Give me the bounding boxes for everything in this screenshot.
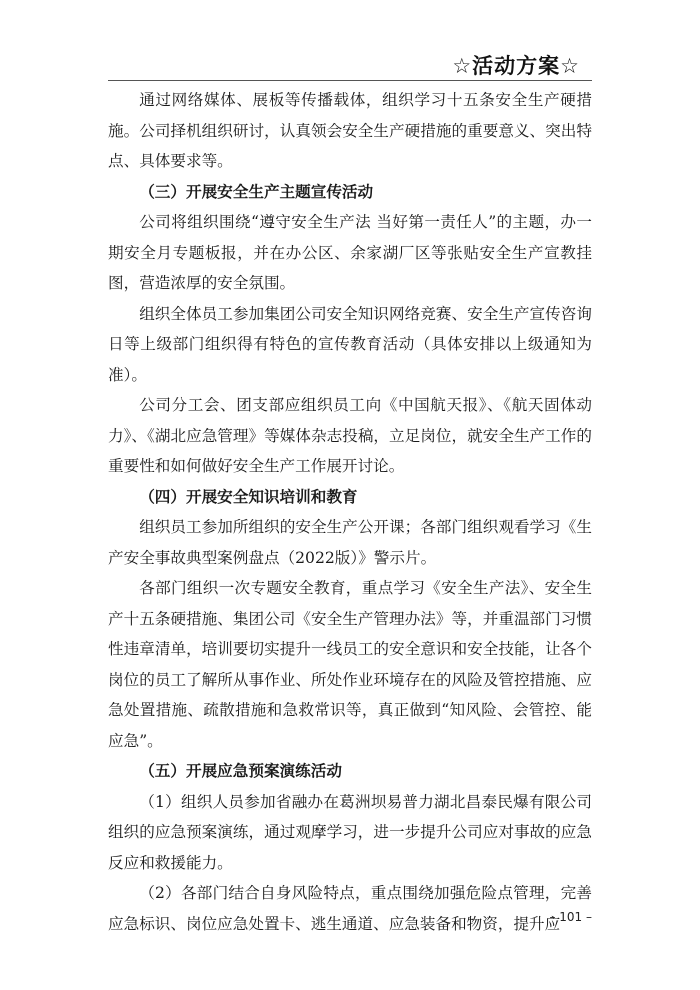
- body-paragraph: 各部门组织一次专题安全教育，重点学习《安全生产法》、安全生产十五条硬措施、集团公司《安全生产管理办法》等，并重温部门习惯性违章清单，培训要切实提升一线员工的安全意识和安全技能，让各个岗位的员工了解所从事作业、所处作业环境存在的风险及管控措施、应急处置措施、疏散措施和急救常识等，真正做到“知风险、会管控、能应急”。: [108, 579, 592, 750]
- body-paragraph: 组织员工参加所组织的安全生产公开课；各部门组织观看学习《生产安全事故典型案例盘点（2022版）》警示片。: [108, 518, 592, 567]
- section-heading: （四）开展安全知识培训和教育: [139, 486, 358, 506]
- document-body: [108, 85, 592, 939]
- header-divider: [108, 80, 592, 81]
- page-number: – 101 –: [549, 910, 592, 924]
- body-paragraph: 公司分工会、团支部应组织员工向《中国航天报》、《航天固体动力》、《湖北应急管理》等媒体杂志投稿，立足岗位，就安全生产工作的重要性和如何做好安全生产工作展开讨论。: [108, 396, 592, 475]
- section-heading: （三）开展安全生产主题宣传活动: [139, 181, 374, 201]
- body-paragraph: 公司将组织围绕“遵守安全生产法 当好第一责任人”的主题，办一期安全月专题板报，并在办公区、余家湖厂区等张贴安全生产宣教挂图，营造浓厚的安全氛围。: [108, 213, 592, 292]
- section-heading: （五）开展应急预案演练活动: [139, 761, 342, 780]
- body-paragraph: 通过网络媒体、展板等传播载体，组织学习十五条安全生产硬措施。公司择机组织研讨，认真领会安全生产硬措施的重要意义、突出特点、具体要求等。: [108, 91, 592, 170]
- body-paragraph: 组织全体员工参加集团公司安全知识网络竞赛、安全生产宣传咨询日等上级部门组织得有特色的宣传教育活动（具体安排以上级通知为准）。: [108, 304, 592, 384]
- document-header-title: ☆活动方案☆: [452, 54, 580, 78]
- body-paragraph: （1）组织人员参加省融办在葛洲坝易普力湖北昌泰民爆有限公司组织的应急预案演练，通过观摩学习，进一步提升公司应对事故的应急反应和救援能力。: [108, 792, 592, 872]
- body-paragraph: （2）各部门结合自身风险特点，重点围绕加强危险点管理，完善应急标识、岗位应急处置卡、逃生通道、应急装备和物资，提升应: [108, 884, 592, 933]
